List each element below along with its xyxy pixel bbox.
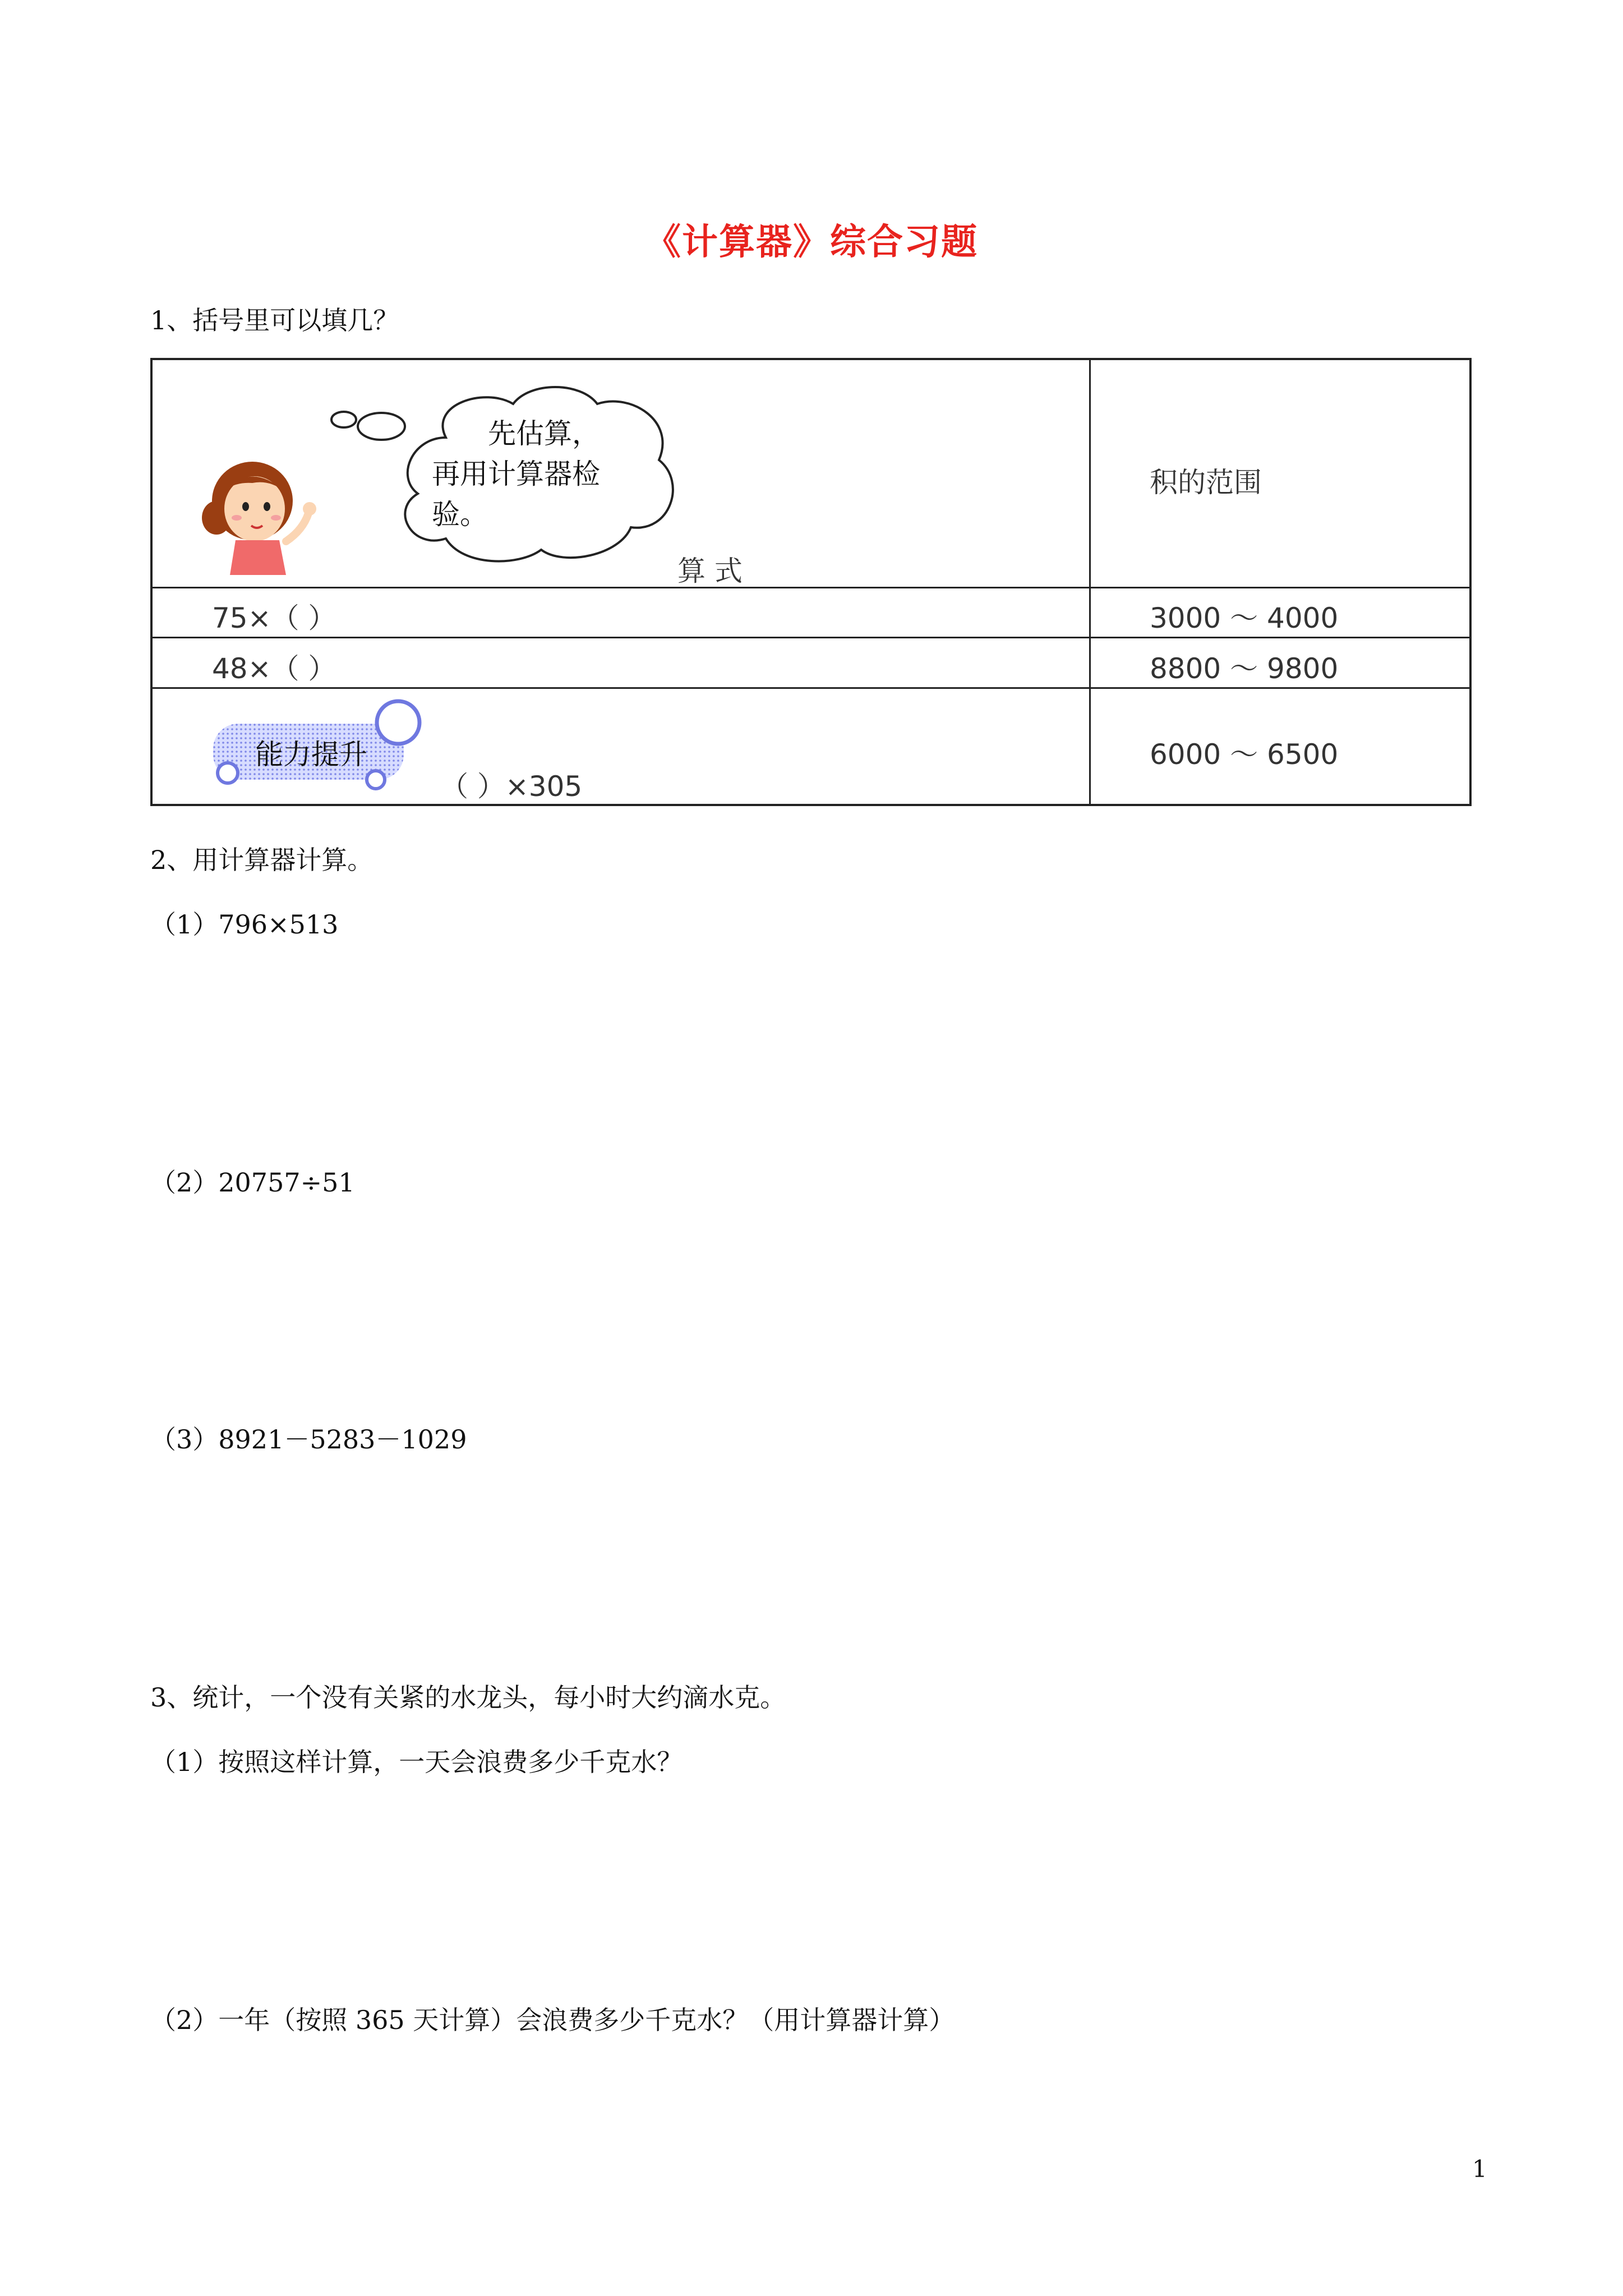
question-2-item-2: （2）20757÷51 — [150, 1167, 355, 1198]
column-header-formula: 算 式 — [677, 555, 743, 587]
page-title: 《计算器》综合习题 — [645, 221, 978, 263]
bubble-text-line-2: 再用计算器检 — [432, 458, 600, 490]
question-1-heading: 1、括号里可以填几？ — [150, 305, 399, 335]
question-3-item-1: （1）按照这样计算，一天会浪费多少千克水？ — [150, 1747, 683, 1777]
girl-illustration — [196, 446, 325, 575]
formula-row-3: （ ）×305 — [440, 770, 583, 803]
range-row-2: 8800 ～ 9800 — [1150, 652, 1339, 685]
bubble-text-line-1: 先估算， — [488, 417, 600, 450]
range-row-3: 6000 ～ 6500 — [1150, 738, 1339, 771]
question-2-item-1: （1）796×513 — [150, 909, 339, 940]
bubble-text-line-3: 验。 — [432, 498, 488, 531]
question-2-heading: 2、用计算器计算。 — [150, 845, 374, 875]
question-2-item-3: （3）8921－5283－1029 — [150, 1424, 467, 1455]
range-row-1: 3000 ～ 4000 — [1150, 602, 1339, 634]
formula-row-1: 75×（ ） — [212, 602, 336, 634]
question-3-item-2: （2）一年（按照 365 天计算）会浪费多少千克水？（用计算器计算） — [150, 2005, 955, 2035]
question-3-heading: 3、统计，一个没有关紧的水龙头，每小时大约滴水克。 — [150, 1682, 786, 1713]
page-number: 1 — [1472, 2155, 1487, 2183]
ability-badge-label: 能力提升 — [255, 738, 367, 771]
formula-row-2: 48×（ ） — [212, 652, 336, 685]
column-header-range: 积的范围 — [1150, 466, 1262, 499]
